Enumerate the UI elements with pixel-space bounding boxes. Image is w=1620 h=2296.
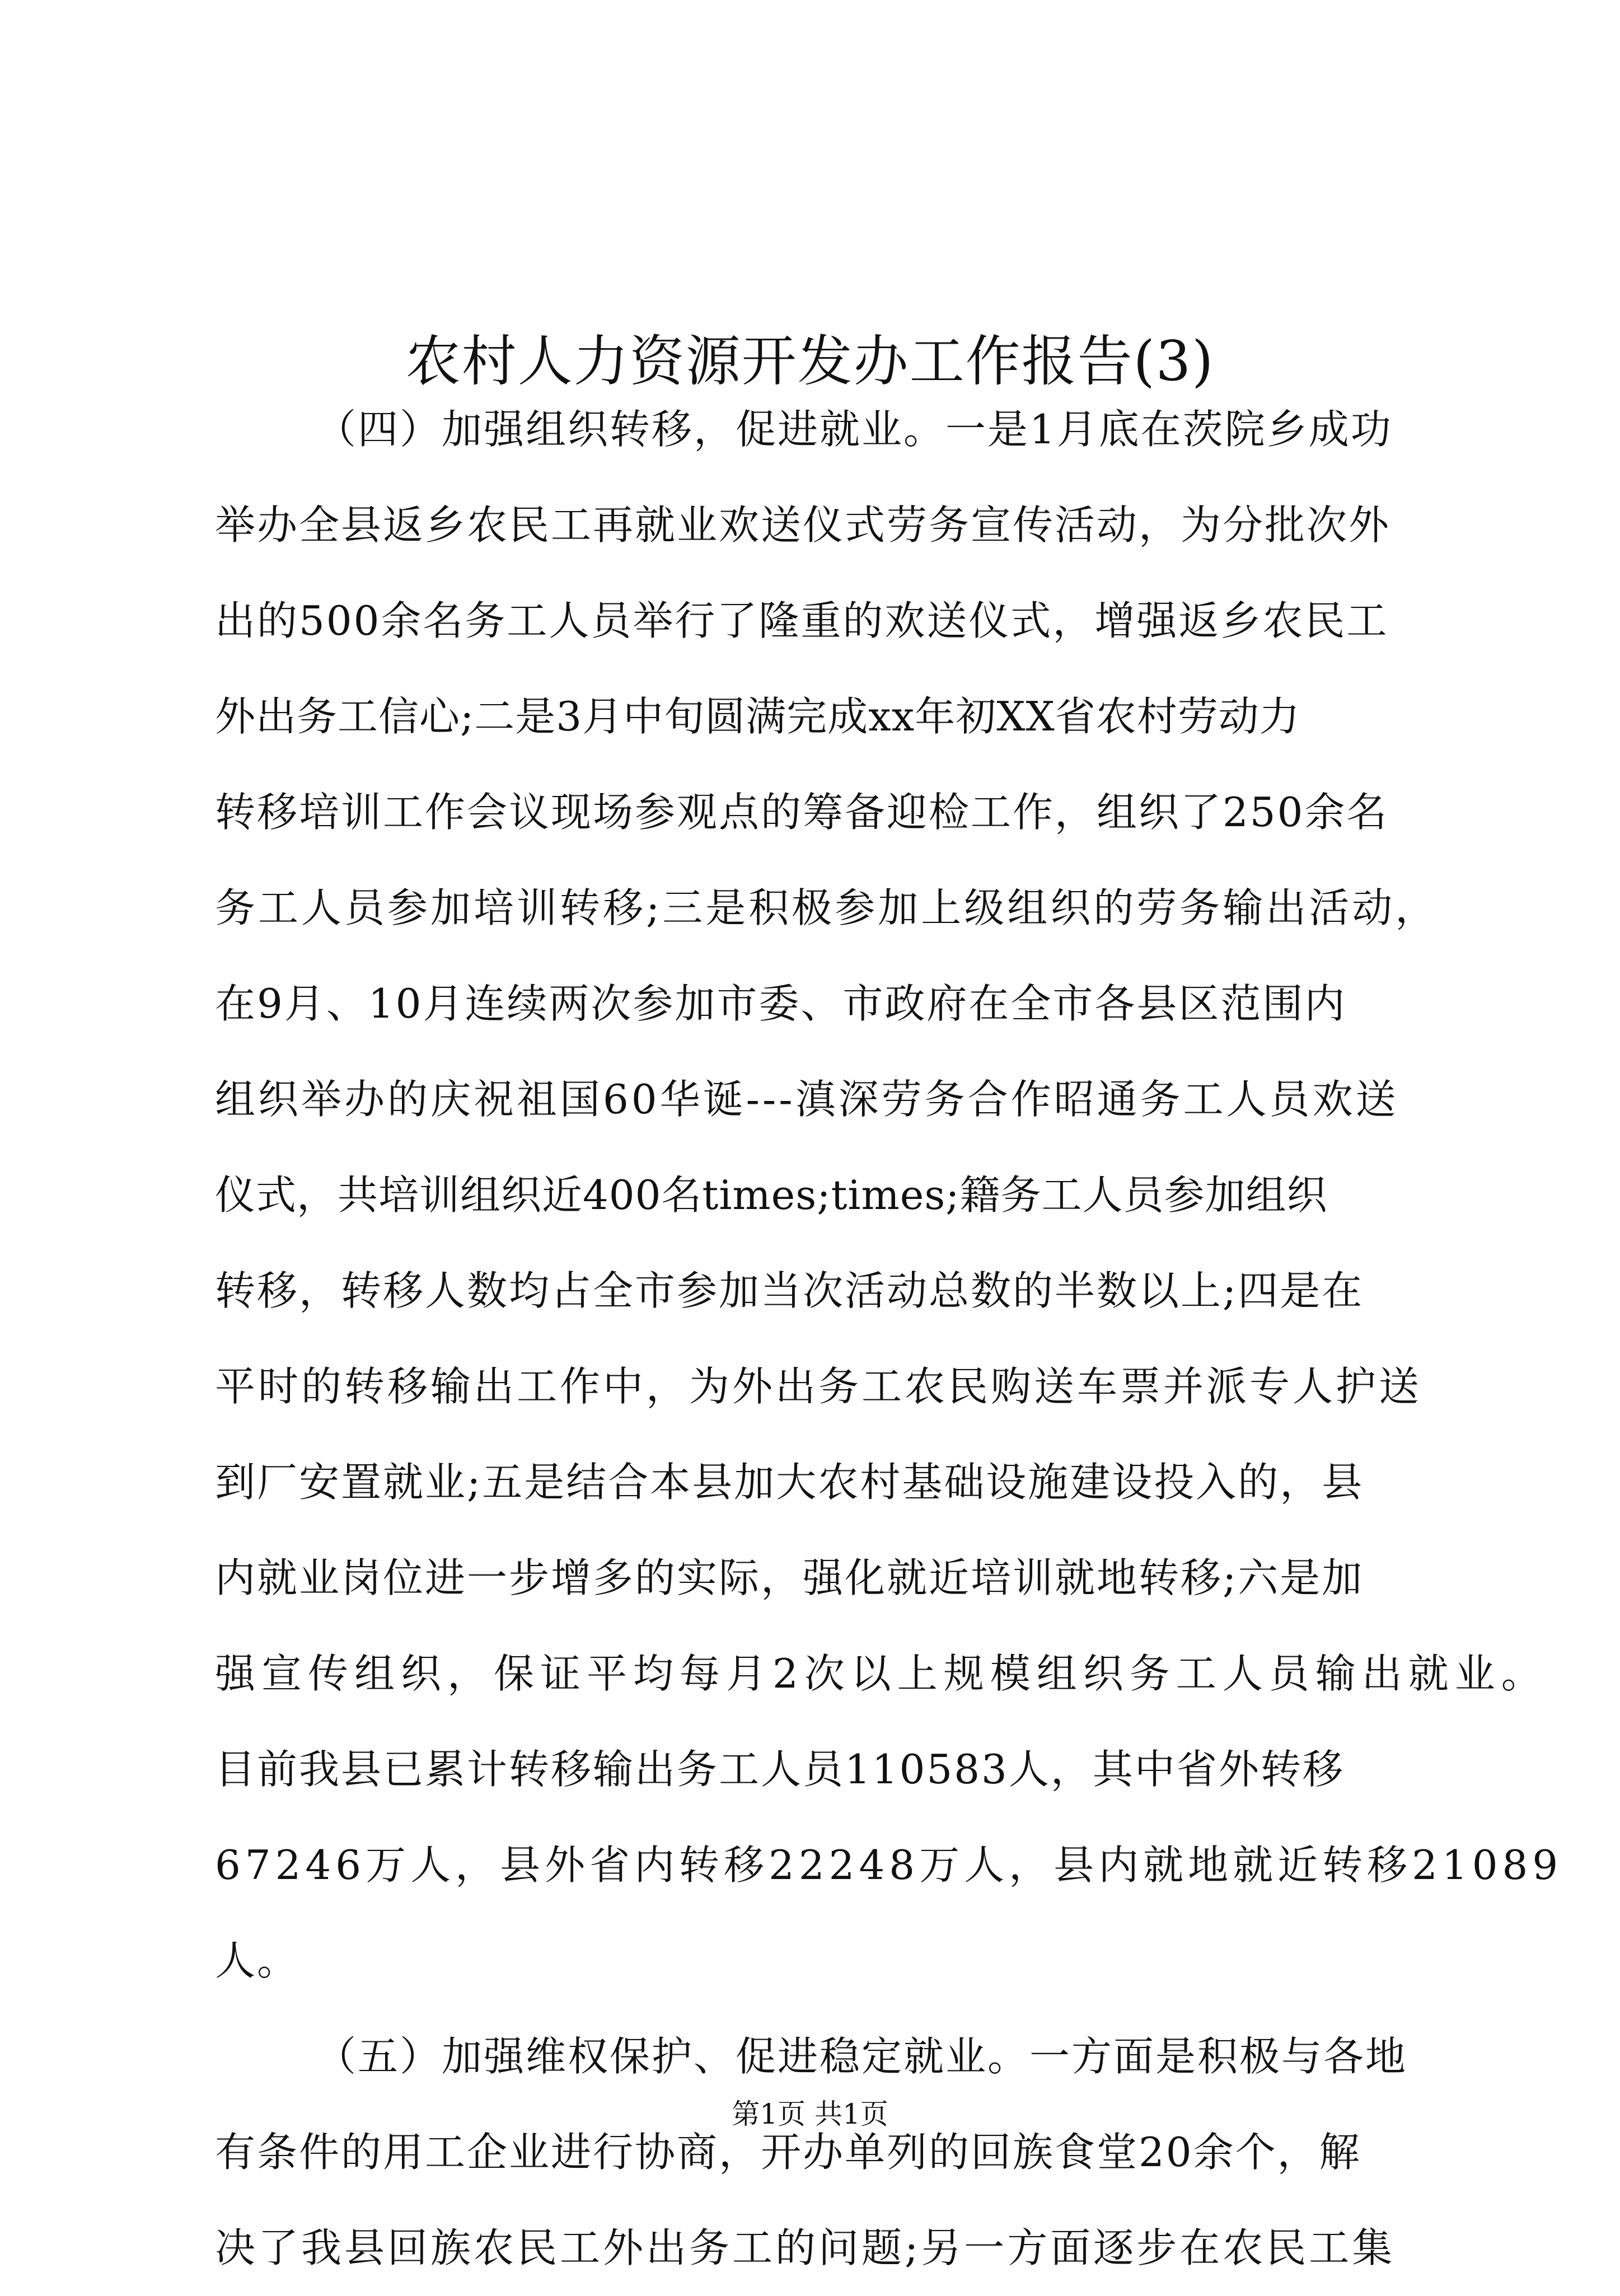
paragraph-line: 转移，转移人数均占全市参加当次活动总数的半数以上;四是在 <box>215 1267 1364 1314</box>
document-title: 农村人力资源开发办工作报告(3) <box>405 329 1215 393</box>
paragraph-line: 出的500余名务工人员举行了隆重的欢送仪式，增强返乡农民工 <box>215 597 1389 644</box>
paragraph-line: 转移培训工作会议现场参观点的筹备迎检工作，组织了250余名 <box>215 789 1389 836</box>
paragraph-line: 平时的转移输出工作中，为外出务工农民购送车票并派专人护送 <box>215 1363 1422 1410</box>
paragraph-line: 人。 <box>215 1937 299 1984</box>
page-footer: 第1页 共1页 <box>732 2098 888 2130</box>
paragraph-line: 决了我县回族农民工外出务工的问题;另一方面逐步在农民工集 <box>215 2224 1396 2271</box>
paragraph-line: 务工人员参加培训转移;三是积极参加上级组织的劳务输出活动， <box>215 884 1439 931</box>
paragraph-line: 到厂安置就业;五是结合本县加大农村基础设施建设投入的，县 <box>215 1459 1364 1506</box>
document-body <box>215 382 1563 2296</box>
paragraph-line: 目前我县已累计转移输出务工人员110583人，其中省外转移 <box>215 1746 1345 1793</box>
paragraph-line: 67246万人，县外省内转移22248万人，县内就地就近转移21089 <box>215 1842 1563 1889</box>
paragraph-line: 外出务工信心;二是3月中旬圆满完成xx年初XX省农村劳动力 <box>215 693 1300 740</box>
paragraph-line: 在9月、10月连续两次参加市委、市政府在全市各县区范围内 <box>215 980 1347 1027</box>
paragraph-line: 组织举办的庆祝祖国60华诞---滇深劳务合作昭通务工人员欢送 <box>215 1076 1399 1123</box>
paragraph-line: 强宣传组织，保证平均每月2次以上规模组织务工人员输出就业。 <box>215 1650 1548 1697</box>
paragraph-line: 内就业岗位进一步增多的实际，强化就近培训就地转移;六是加 <box>215 1554 1364 1601</box>
paragraph-line: （五）加强维权保护、促进稳定就业。一方面是积极与各地 <box>316 2033 1408 2080</box>
paragraph-line: 有条件的用工企业进行协商，开办单列的回族食堂20余个，解 <box>215 2129 1361 2176</box>
paragraph-line: 举办全县返乡农民工再就业欢送仪式劳务宣传活动，为分批次外 <box>215 502 1391 549</box>
paragraph-line: 仪式，共培训组织近400名times;times;籍务工人员参加组织 <box>215 1172 1328 1219</box>
paragraph-line: （四）加强组织转移，促进就业。一是1月底在茨院乡成功 <box>316 406 1393 453</box>
